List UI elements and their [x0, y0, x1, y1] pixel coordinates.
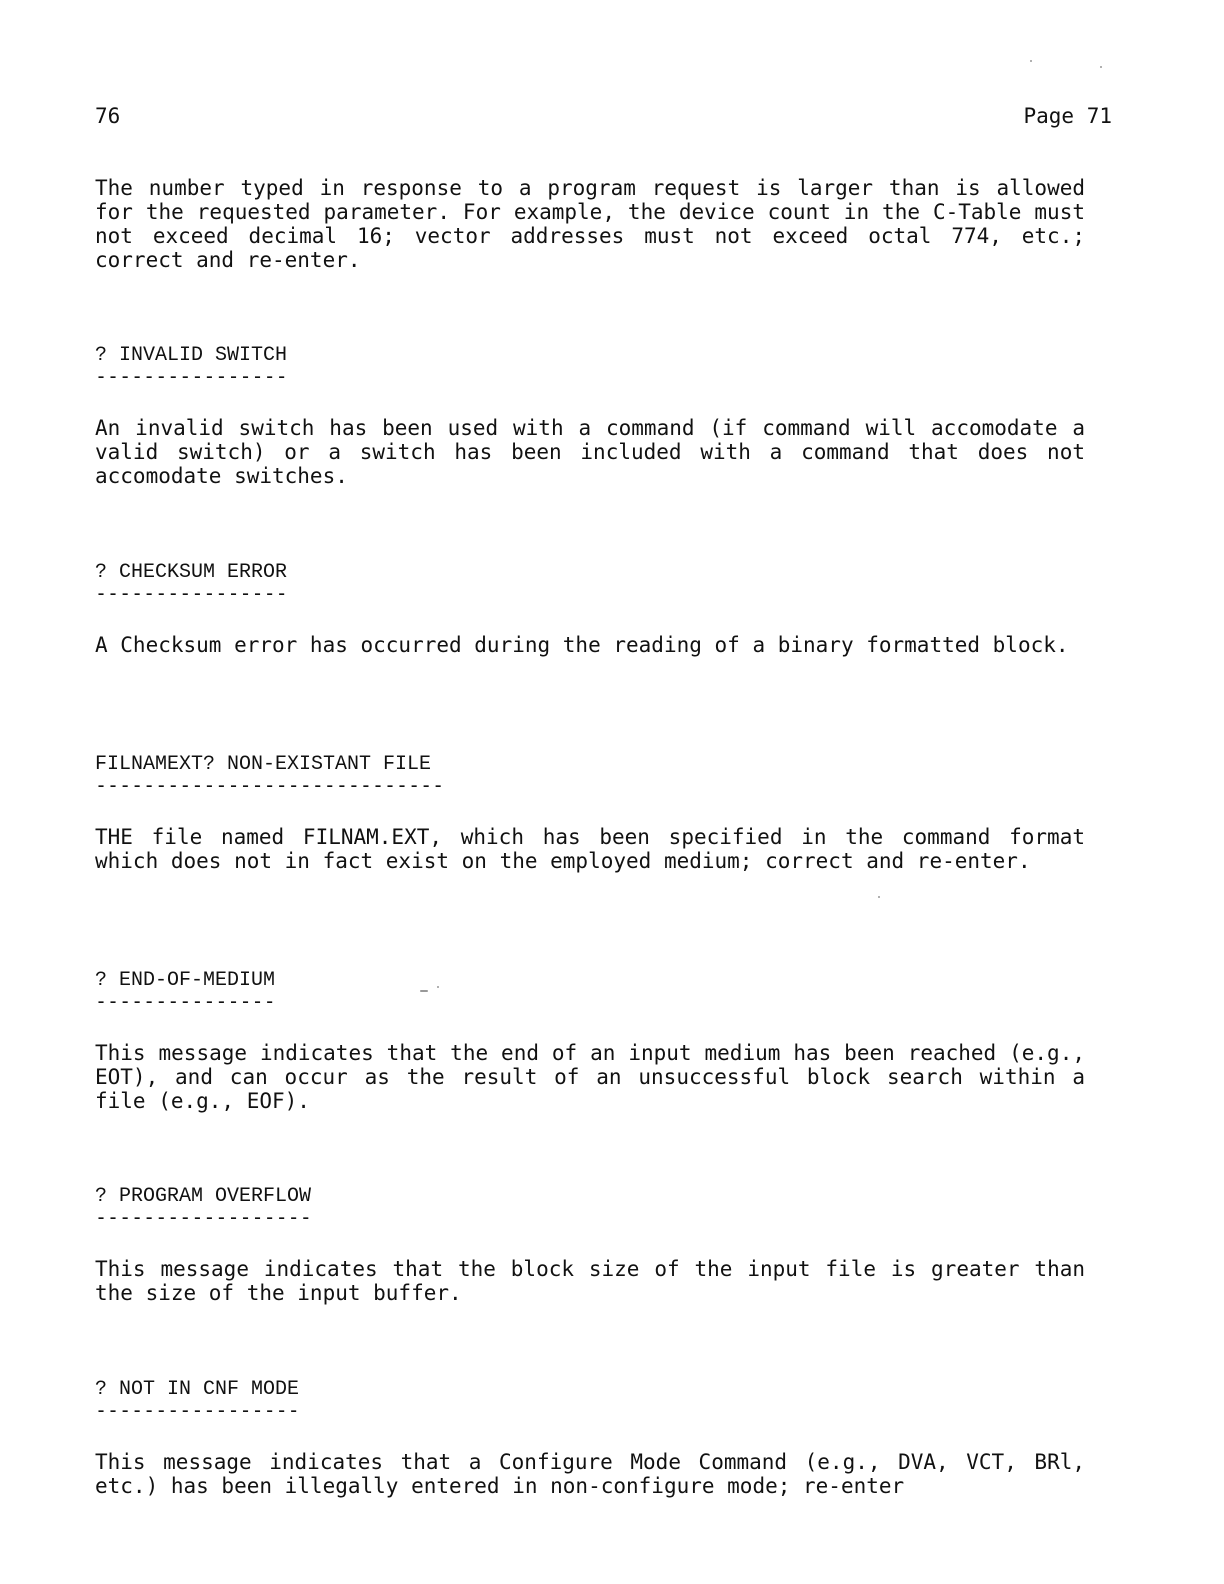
- scan-speck: [878, 896, 880, 898]
- section-program-overflow: [95, 1185, 1085, 1305]
- section-heading: ? PROGRAM OVERFLOW: [95, 1185, 312, 1208]
- section-checksum-error: [95, 561, 1085, 657]
- heading-underline: ----------------: [95, 581, 288, 605]
- heading-underline: ----------------: [95, 364, 288, 388]
- heading-underline: ------------------: [95, 1205, 312, 1229]
- intro-paragraph: The number typed in response to a program request is larger than is allowed for the requested parameter. For example, the device count in the C-Table must not exceed decimal 16; vector addresses must not exceed octal 774, etc.; correct and re-enter.: [95, 176, 1085, 272]
- page-label: Page 71: [1023, 104, 1112, 128]
- section-not-in-cnf-mode: [95, 1378, 1085, 1498]
- section-end-of-medium: [95, 969, 1085, 1113]
- heading-underline: -----------------: [95, 1398, 300, 1422]
- scan-speck: [1030, 60, 1032, 62]
- scan-speck: [1100, 66, 1102, 68]
- section-paragraph: This message indicates that the block size of the input file is greater than the size of the input buffer.: [95, 1257, 1085, 1305]
- scan-speck: [420, 990, 428, 992]
- heading-underline: -----------------------------: [95, 773, 445, 797]
- section-heading: ? CHECKSUM ERROR: [95, 561, 288, 584]
- intro-block: [95, 176, 1085, 272]
- heading-underline: ---------------: [95, 989, 276, 1013]
- section-heading: ? END-OF-MEDIUM: [95, 969, 276, 992]
- section-paragraph: A Checksum error has occurred during the reading of a binary formatted block.: [95, 633, 1069, 657]
- section-paragraph: An invalid switch has been used with a command (if command will accomodate a valid switch) or a switch has been included with a command that does not accomodate switches.: [95, 416, 1085, 488]
- section-non-existant-file: [95, 753, 1085, 873]
- section-paragraph: This message indicates that the end of an input medium has been reached (e.g., EOT), and can occur as the result of an unsuccessful block search within a file (e.g., EOF).: [95, 1041, 1085, 1113]
- section-paragraph: This message indicates that a Configure Mode Command (e.g., DVA, VCT, BRl, etc.) has been illegally entered in non-configure mode; re-enter: [95, 1450, 1085, 1498]
- scan-speck: [437, 986, 439, 988]
- section-heading: ? NOT IN CNF MODE: [95, 1378, 300, 1401]
- section-heading: ? INVALID SWITCH: [95, 344, 288, 367]
- section-heading: FILNAMEXT? NON-EXISTANT FILE: [95, 753, 432, 776]
- section-invalid-switch: [95, 344, 1085, 488]
- section-paragraph: THE file named FILNAM.EXT, which has been specified in the command format which does not in fact exist on the employed medium; correct and re-enter.: [95, 825, 1085, 873]
- page-number: 76: [95, 104, 121, 128]
